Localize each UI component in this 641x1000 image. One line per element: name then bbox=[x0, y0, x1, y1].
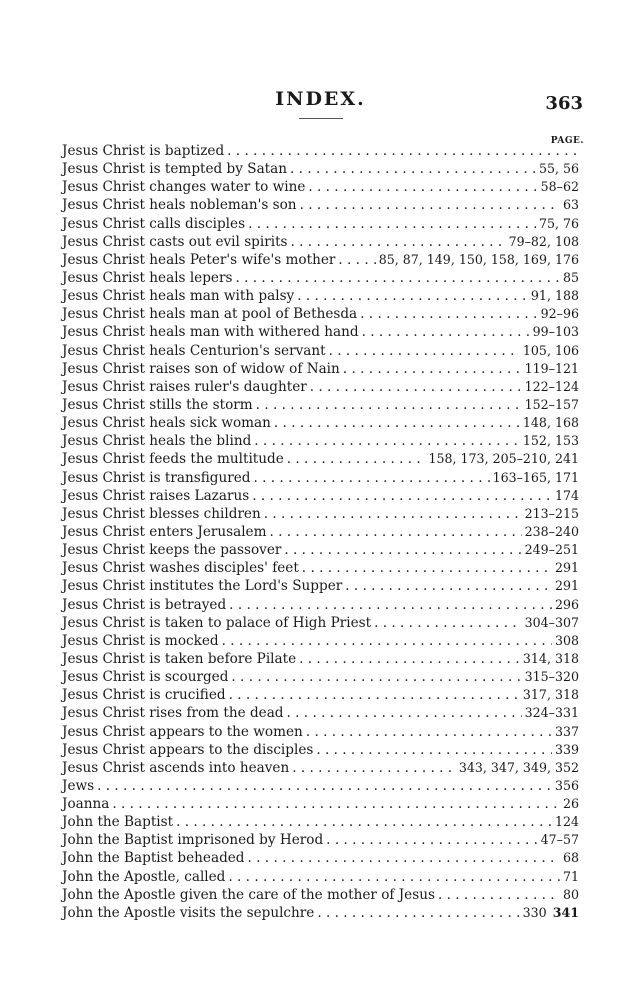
dot-leader bbox=[231, 668, 521, 686]
dot-leader bbox=[176, 813, 552, 831]
page-column-label: PAGE. bbox=[550, 136, 584, 146]
index-pages: 99–103 bbox=[532, 324, 579, 340]
index-entry bbox=[62, 450, 579, 468]
index-term: Jesus Christ institutes the Lord's Supper bbox=[62, 578, 343, 595]
index-entry bbox=[62, 287, 579, 305]
dot-leader bbox=[264, 505, 522, 523]
index-term: Jesus Christ feeds the multitude bbox=[62, 451, 284, 468]
dot-leader bbox=[317, 904, 519, 922]
index-term: Jesus Christ raises son of widow of Nain bbox=[62, 360, 340, 377]
index-term: Jesus Christ appears to the women bbox=[62, 723, 303, 740]
index-pages: 291 bbox=[554, 560, 579, 576]
index-term: Jesus Christ heals the blind bbox=[62, 433, 252, 450]
index-pages: 80 bbox=[562, 886, 579, 902]
dot-leader bbox=[290, 160, 536, 178]
dot-leader bbox=[274, 414, 520, 432]
dot-leader bbox=[345, 577, 552, 595]
index-entry bbox=[62, 469, 579, 487]
dot-leader bbox=[248, 849, 560, 867]
index-entry bbox=[62, 741, 579, 759]
index-term: Jesus Christ is tempted by Satan bbox=[62, 161, 288, 178]
index-entry bbox=[62, 142, 579, 160]
index-entry bbox=[62, 686, 579, 704]
index-entry bbox=[62, 559, 579, 577]
index-term: John the Apostle given the care of the mother of Jesus bbox=[62, 886, 435, 903]
dot-leader bbox=[310, 378, 522, 396]
index-pages: 330 bbox=[522, 904, 547, 920]
dot-leader bbox=[227, 142, 576, 160]
index-pages: 79–82, 108 bbox=[508, 233, 579, 249]
index-term: Jesus Christ keeps the passover bbox=[62, 542, 282, 559]
index-entry bbox=[62, 632, 579, 650]
dot-leader bbox=[112, 795, 560, 813]
index-entry bbox=[62, 432, 579, 450]
index-entry bbox=[62, 160, 579, 178]
index-pages: 92–96 bbox=[540, 306, 579, 322]
index-term: Jesus Christ changes water to wine bbox=[62, 179, 306, 196]
index-entry bbox=[62, 378, 579, 396]
index-entry bbox=[62, 759, 579, 777]
index-entry bbox=[62, 269, 579, 287]
dot-leader bbox=[302, 559, 552, 577]
index-entry bbox=[62, 215, 579, 233]
index-pages: 213–215 bbox=[524, 505, 579, 521]
dot-leader bbox=[338, 251, 375, 269]
index-term: Jesus Christ enters Jerusalem bbox=[62, 523, 267, 540]
index-term: Jesus Christ heals man at pool of Bethesda bbox=[62, 306, 358, 323]
dot-leader bbox=[316, 741, 552, 759]
index-term: Jesus Christ rises from the dead bbox=[62, 705, 284, 722]
index-pages: 26 bbox=[562, 796, 579, 812]
index-term: Jesus Christ is mocked bbox=[62, 632, 219, 649]
index-term: John the Baptist beheaded bbox=[62, 850, 245, 867]
dot-leader bbox=[438, 886, 560, 904]
index-entry bbox=[62, 577, 579, 595]
index-pages: 291 bbox=[554, 578, 579, 594]
index-term: John the Apostle visits the sepulchre bbox=[62, 904, 315, 921]
dot-leader bbox=[362, 323, 530, 341]
index-entry bbox=[62, 323, 579, 341]
index-pages: 58–62 bbox=[540, 179, 579, 195]
index-pages: 343, 347, 349, 352 bbox=[458, 759, 579, 775]
index-entry bbox=[62, 849, 579, 867]
index-term: Jesus Christ heals man with palsy bbox=[62, 288, 295, 305]
index-term: Jesus Christ calls disciples bbox=[62, 215, 246, 232]
index-pages: 47–57 bbox=[540, 832, 579, 848]
index-entry bbox=[62, 523, 579, 541]
index-term: Jesus Christ appears to the disciples bbox=[62, 741, 314, 758]
index-entry bbox=[62, 886, 579, 904]
index-pages: 174 bbox=[554, 487, 579, 503]
dot-leader bbox=[254, 469, 490, 487]
index-pages: 148, 168 bbox=[522, 415, 579, 431]
dot-leader bbox=[360, 305, 537, 323]
index-term: Jesus Christ heals man with withered hand bbox=[62, 324, 359, 341]
index-pages: 124 bbox=[554, 814, 579, 830]
index-term: John the Apostle, called bbox=[62, 868, 226, 885]
dot-leader bbox=[254, 432, 520, 450]
index-pages: 296 bbox=[554, 596, 579, 612]
index-entry bbox=[62, 541, 579, 559]
dot-leader bbox=[270, 523, 522, 541]
index-pages: 158, 173, 205–210, 241 bbox=[428, 451, 579, 467]
index-term: Jesus Christ stills the storm bbox=[62, 396, 253, 413]
dot-leader bbox=[343, 360, 522, 378]
index-entry bbox=[62, 360, 579, 378]
dot-leader bbox=[299, 650, 520, 668]
index-entry bbox=[62, 723, 579, 741]
dot-leader bbox=[292, 759, 456, 777]
index-pages: 63 bbox=[562, 197, 579, 213]
index-term: Jesus Christ is scourged bbox=[62, 669, 229, 686]
dot-leader bbox=[252, 487, 552, 505]
index-term: Jesus Christ raises Lazarus bbox=[62, 487, 250, 504]
dot-leader bbox=[291, 233, 506, 251]
dot-leader bbox=[222, 632, 552, 650]
index-entry bbox=[62, 668, 579, 686]
index-pages: 91, 188 bbox=[530, 288, 579, 304]
index-term: Joanna bbox=[62, 796, 110, 813]
index-pages: 85, 87, 149, 150, 158, 169, 176 bbox=[378, 251, 579, 267]
index-pages: 249–251 bbox=[524, 542, 579, 558]
index-term: Jesus Christ washes disciples' feet bbox=[62, 560, 299, 577]
index-entry bbox=[62, 596, 579, 614]
dot-leader bbox=[374, 614, 522, 632]
index-entry bbox=[62, 178, 579, 196]
dot-leader bbox=[300, 196, 560, 214]
index-entry bbox=[62, 831, 579, 849]
index-term: Jesus Christ is taken before Pilate bbox=[62, 650, 297, 667]
index-term: Jesus Christ raises ruler's daughter bbox=[62, 378, 307, 395]
index-pages: 68 bbox=[562, 850, 579, 866]
index-entry bbox=[62, 251, 579, 269]
index-entry bbox=[62, 904, 579, 922]
index-pages: 314, 318 bbox=[522, 650, 579, 666]
dot-leader bbox=[228, 868, 560, 886]
index-entry bbox=[62, 396, 579, 414]
index-pages: 356 bbox=[554, 777, 579, 793]
dot-leader bbox=[308, 178, 537, 196]
index-entry bbox=[62, 414, 579, 432]
dot-leader bbox=[229, 596, 552, 614]
index-entry bbox=[62, 305, 579, 323]
index-pages: 152, 153 bbox=[522, 433, 579, 449]
index-term: Jesus Christ is crucified bbox=[62, 687, 226, 704]
index-term: Jews bbox=[62, 777, 95, 794]
index-pages: 122–124 bbox=[524, 378, 579, 394]
index-pages: 308 bbox=[554, 632, 579, 648]
index-term: Jesus Christ heals Peter's wife's mother bbox=[62, 251, 336, 268]
index-entry bbox=[62, 650, 579, 668]
dot-leader bbox=[284, 541, 521, 559]
dot-leader bbox=[306, 723, 552, 741]
index-term: Jesus Christ heals nobleman's son bbox=[62, 197, 297, 214]
index-entry bbox=[62, 505, 579, 523]
index-pages: 339 bbox=[554, 741, 579, 757]
dot-leader bbox=[326, 831, 537, 849]
index-pages: 317, 318 bbox=[522, 687, 579, 703]
index-pages: 119–121 bbox=[524, 360, 579, 376]
running-title: INDEX. bbox=[275, 88, 366, 110]
index-entry bbox=[62, 614, 579, 632]
index-term: Jesus Christ casts out evil spirits bbox=[62, 233, 288, 250]
index-entry bbox=[62, 777, 579, 795]
index-pages: 71 bbox=[562, 868, 579, 884]
index-entry bbox=[62, 795, 579, 813]
index-entry bbox=[62, 233, 579, 251]
index-pages: 324–331 bbox=[524, 705, 579, 721]
index-pages: 238–240 bbox=[524, 523, 579, 539]
index-term: John the Baptist bbox=[62, 814, 174, 831]
index-term: Jesus Christ heals Centurion's servant bbox=[62, 342, 326, 359]
dot-leader bbox=[287, 704, 522, 722]
index-pages: 152–157 bbox=[524, 396, 579, 412]
index-term: Jesus Christ is transfigured bbox=[62, 469, 251, 486]
index-term: Jesus Christ heals lepers bbox=[62, 269, 233, 286]
dot-leader bbox=[229, 686, 520, 704]
index-pages: 105, 106 bbox=[522, 342, 579, 358]
page-number: 363 bbox=[545, 93, 583, 114]
index-entry bbox=[62, 813, 579, 831]
index-term: Jesus Christ ascends into heaven bbox=[62, 759, 290, 776]
index-pages: 163–165, 171 bbox=[492, 469, 579, 485]
index-entry bbox=[62, 868, 579, 886]
index-pages: 315–320 bbox=[524, 669, 579, 685]
index-pages: 337 bbox=[554, 723, 579, 739]
last-entry-pages: 341 bbox=[552, 904, 579, 920]
index-term: Jesus Christ is betrayed bbox=[62, 596, 227, 613]
index-term: Jesus Christ is baptized bbox=[62, 143, 225, 159]
index-term: Jesus Christ heals sick woman bbox=[62, 415, 271, 432]
dot-leader bbox=[287, 450, 426, 468]
index-entry bbox=[62, 487, 579, 505]
dot-leader bbox=[297, 287, 528, 305]
index-term: Jesus Christ is taken to palace of High Priest bbox=[62, 614, 372, 631]
index-pages: 304–307 bbox=[524, 614, 579, 630]
index-pages: 55, 56 bbox=[538, 161, 579, 177]
dot-leader bbox=[97, 777, 552, 795]
index-entry bbox=[62, 342, 579, 360]
dot-leader bbox=[329, 342, 520, 360]
dot-leader bbox=[248, 215, 536, 233]
index-entry bbox=[62, 196, 579, 214]
index-pages: 75, 76 bbox=[538, 215, 579, 231]
dot-leader bbox=[235, 269, 560, 287]
index-pages: 85 bbox=[562, 269, 579, 285]
index-entry bbox=[62, 704, 579, 722]
dot-leader bbox=[256, 396, 522, 414]
index-term: Jesus Christ blesses children bbox=[62, 505, 261, 522]
title-rule bbox=[299, 118, 343, 119]
index-term: John the Baptist imprisoned by Herod bbox=[62, 832, 324, 849]
index-entries bbox=[62, 142, 579, 922]
